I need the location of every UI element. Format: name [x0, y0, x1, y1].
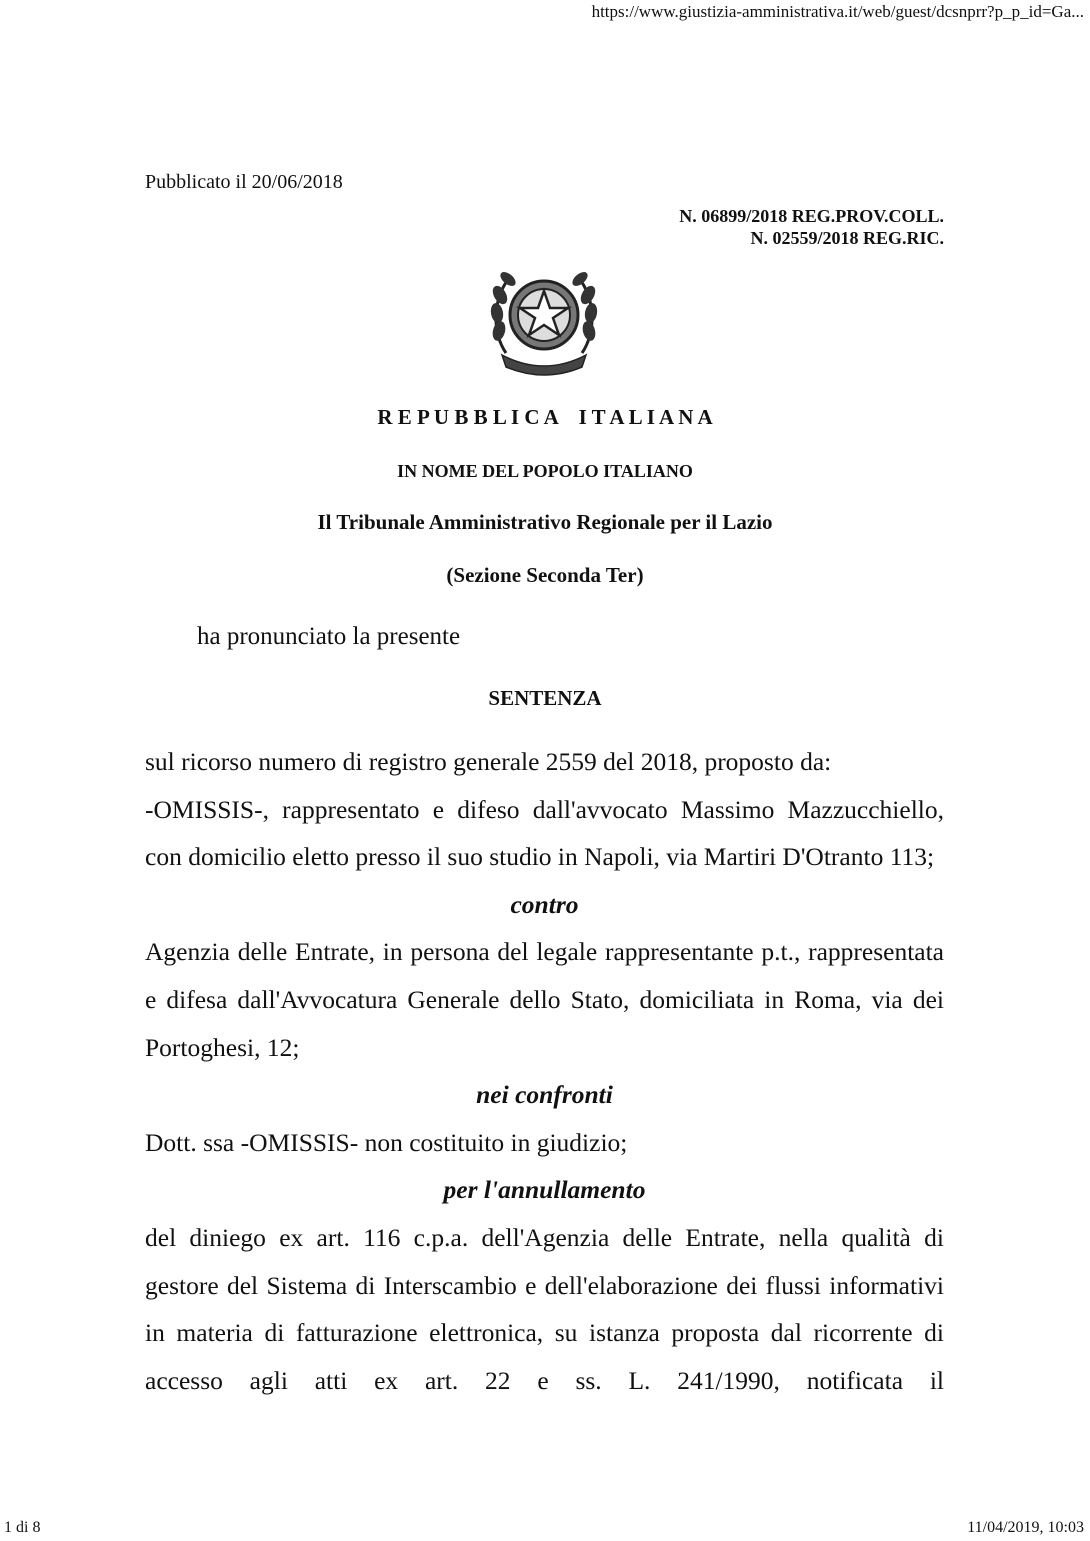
reg-prov-coll: N. 06899/2018 REG.PROV.COLL. — [679, 206, 944, 226]
sezione-heading: (Sezione Seconda Ter) — [446, 563, 644, 587]
tribunale-heading: Il Tribunale Amministrativo Regionale per il Lazio — [317, 510, 773, 534]
oggetto-paragraph: del diniego ex art. 116 c.p.a. dell'Agenzia delle Entrate, nella qualità di gestore del Sistema di Interscambio e dell'elaborazione dei flussi informativi in materia di fatturazione elettronica, su istanza proposta dal ricorrente di accesso agli atti ex art. 22 e ss. L. 241/1990, notificata il — [145, 1222, 944, 1395]
republic-heading: R E P U B B L I C A I T A L I A N A — [377, 405, 713, 429]
registry-numbers — [679, 205, 944, 249]
pronunciato-text: ha pronunciato la presente — [197, 623, 461, 650]
ricorrente-paragraph: -OMISSIS-, rappresentato e difeso dall'avvocato Massimo Mazzucchiello, con domicilio eletto presso il suo studio in Napoli, via Martiri D'Otranto 113; — [145, 794, 944, 872]
nei-confronti-heading: nei confronti — [476, 1080, 613, 1110]
page-counter: 1 di 8 — [4, 1519, 41, 1536]
in-nome-heading: IN NOME DEL POPOLO ITALIANO — [397, 461, 693, 481]
contro-heading: contro — [510, 889, 579, 919]
italian-republic-emblem-icon — [488, 255, 600, 377]
page-url: https://www.giustizia-amministrativa.it/web/guest/dcsnprr?p_p_id=Ga... — [591, 2, 1084, 21]
annullamento-heading: per l'annullamento — [443, 1175, 646, 1205]
publication-date: Pubblicato il 20/06/2018 — [145, 171, 343, 193]
document-body — [145, 738, 944, 1404]
ricorso-intro: sul ricorso numero di registro generale 2559 del 2018, proposto da: — [145, 747, 832, 776]
sentenza-heading: SENTENZA — [488, 686, 602, 710]
reg-ric: N. 02559/2018 REG.RIC. — [750, 228, 944, 248]
print-timestamp: 11/04/2019, 10:03 — [967, 1519, 1084, 1536]
controinteressato-paragraph: Dott. ssa -OMISSIS- non costituito in giudizio; — [145, 1127, 628, 1157]
resistente-paragraph: Agenzia delle Entrate, in persona del legale rappresentante p.t., rappresentata e difesa dall'Avvocatura Generale dello Stato, domiciliata in Roma, via dei Portoghesi, 12; — [145, 937, 944, 1062]
